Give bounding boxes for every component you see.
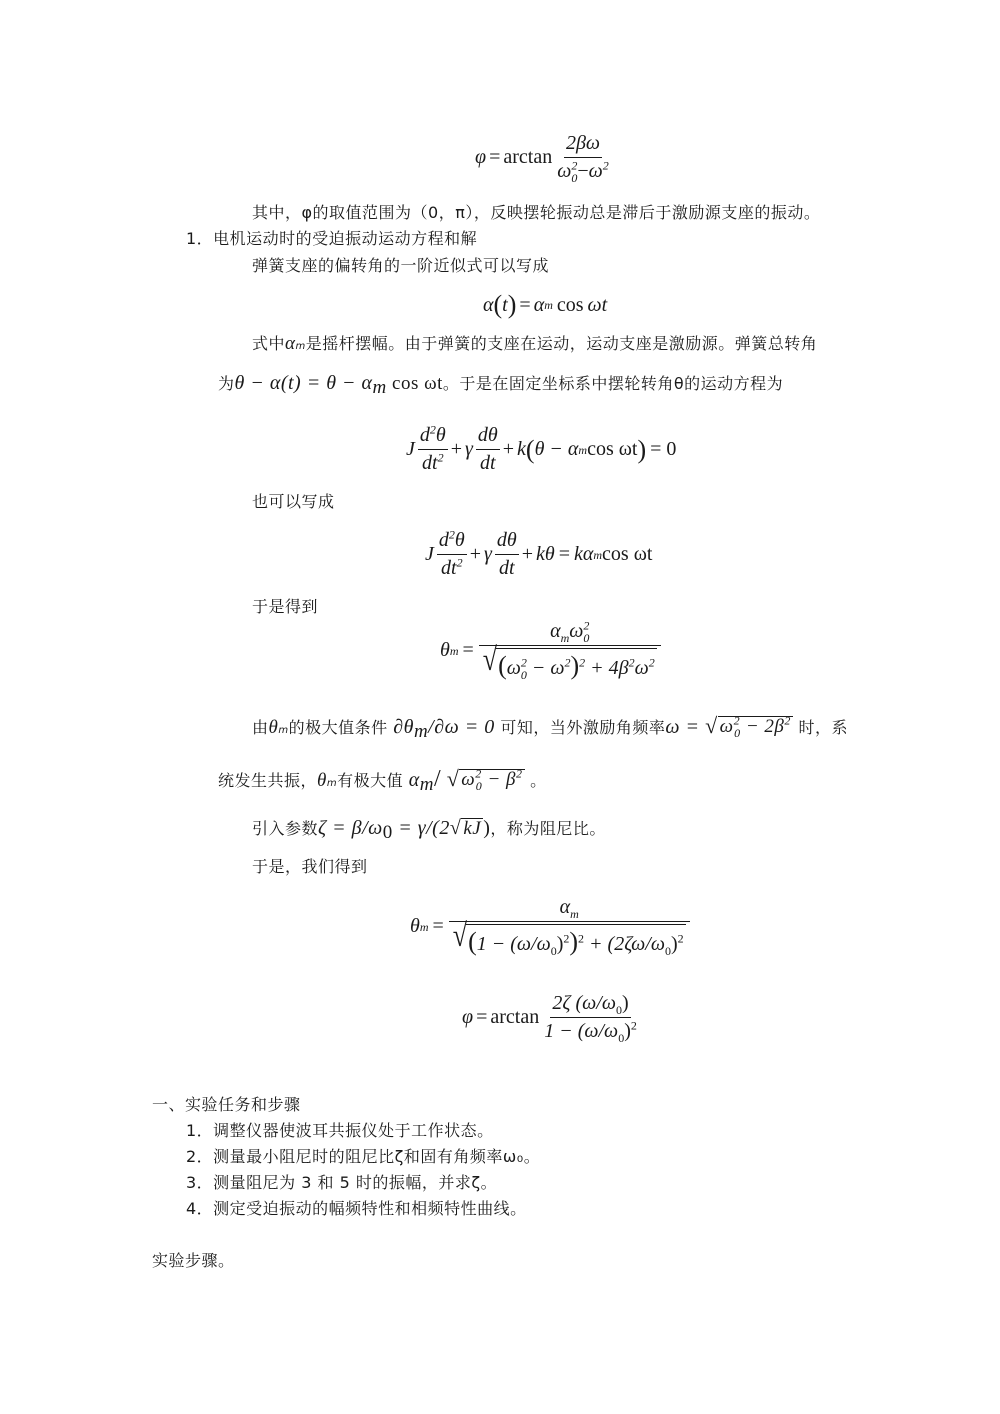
arctan-label: arctan <box>503 146 553 168</box>
equation-theta-m-2: θ m = $\alpha_m$ √ $(1 - (\omega/\omega_0)^2)^2 + (2\zeta\omega/\omega_0)^2$ <box>410 896 691 957</box>
fraction <box>555 132 611 183</box>
task-item-3: 3．测量阻尼为 3 和 5 时的振幅，并求ζ。 <box>186 1173 498 1192</box>
paragraph-damping-ratio: 引入参数$\zeta = \beta/\omega_0 = \gamma/(2$ √ kJ )，称为阻尼比。 <box>252 817 606 844</box>
paragraph-alpha-m: 式中αm是摇杆摆幅。由于弹簧的支座在运动，运动支座是激励源。弹簧总转角 <box>252 333 818 354</box>
denominator: $\omega^2_0-\omega^2$ <box>557 158 609 185</box>
equation-theta-m-1: θ m = $\alpha_m\omega^2_0$ √ $(\omega^2_0 - \omega^2)^2 + 4\beta^2\omega^2$ <box>440 620 662 681</box>
equals-sign: = <box>489 146 501 168</box>
paragraph-spring-deflection: 弹簧支座的偏转角的一阶近似式可以写成 <box>252 256 550 275</box>
paragraph-max-condition: 由θm的极大值条件 $\partial\theta_m/\partial\omega = 0$ 可知，当外激励角频率ω = √ $\omega^2_0 - 2\beta^2$ 时，系 <box>252 713 848 743</box>
equation-alpha-t: α ( t ) = α m cos ωt <box>483 290 608 319</box>
task-item-4: 4．测定受迫振动的幅频特性和相频特性曲线。 <box>186 1199 527 1218</box>
steps-title: 实验步骤。 <box>152 1251 235 1270</box>
heading-forced-vibration: 1．电机运动时的受迫振动运动方程和解 <box>186 229 478 248</box>
paragraph-then: 于是，我们得到 <box>252 857 368 876</box>
task-item-2: 2．测量最小阻尼时的阻尼比ζ和固有角频率ω₀。 <box>186 1147 541 1166</box>
phi-symbol: φ <box>475 146 487 168</box>
equation-phase-angle <box>475 132 614 183</box>
paragraph-also: 也可以写成 <box>252 492 335 511</box>
equation-phase-angle-2: φ = arctan $\frac{2\zeta (\omega/\omega_0)}{1 - (\omega/\omega_0)^2}$ <box>462 992 637 1045</box>
paragraph-resonance: 统发生共振，θm有极大值 $\alpha_m/$ √ $\omega^2_0 - \beta^2$ 。 <box>218 766 547 796</box>
section-title-tasks: 一、实验任务和步骤 <box>152 1095 301 1114</box>
task-item-1: 1．调整仪器使波耳共振仪处于工作状态。 <box>186 1121 494 1140</box>
equation-motion-1: J $\frac{d^2\theta}{dt^2}$ + γ $\frac{d\theta}{dt}$ + k ( θ − α m cos ωt ) = 0 <box>406 422 677 474</box>
equation-motion-2: J $\frac{d^2\theta}{dt^2}$ + γ $\frac{d\theta}{dt}$ + kθ = kα m cos ωt <box>425 527 653 579</box>
paragraph-phi-range: 其中，φ的取值范围为（0，π），反映摆轮振动总是滞后于激励源支座的振动。 <box>252 203 821 222</box>
numerator: 2βω <box>564 132 602 158</box>
paragraph-total-angle: 为$\theta - \alpha(t) = \theta - \alpha_m$ cos ωt。于是在固定坐标系中摆轮转角θ的运动方程为 <box>218 372 784 399</box>
paragraph-thus: 于是得到 <box>252 597 319 616</box>
